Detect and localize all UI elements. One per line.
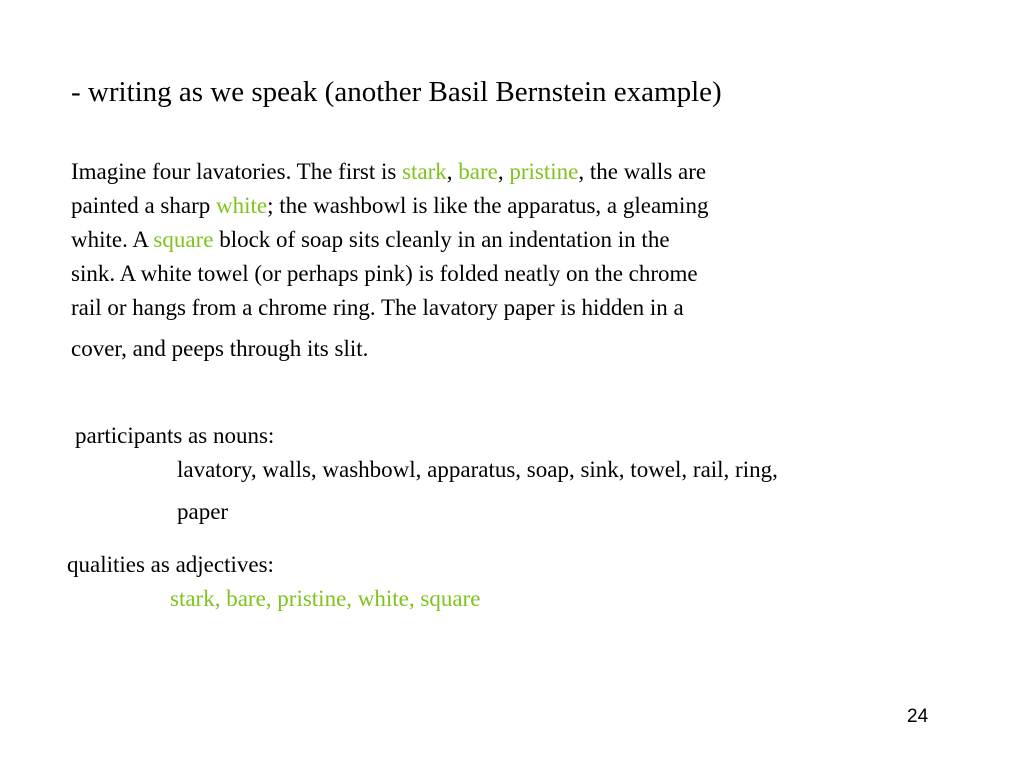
paragraph-text: ; the washbowl is like the apparatus, a gleaming	[267, 193, 709, 218]
highlight-word-square: square	[153, 227, 214, 252]
qualities-section	[67, 548, 480, 616]
highlight-word-pristine: pristine	[509, 159, 579, 184]
paragraph-text: Imagine four lavatories. The first is	[71, 159, 403, 184]
paragraph-line	[71, 223, 891, 257]
highlight-word-bare: bare	[458, 159, 498, 184]
paragraph-line: rail or hangs from a chrome ring. The lavatory paper is hidden in a	[71, 295, 684, 320]
paragraph-text: ,	[446, 159, 459, 184]
paragraph-line	[71, 189, 891, 223]
paragraph-line: cover, and peeps through its slit.	[71, 336, 369, 361]
paragraph-text: painted a sharp	[71, 193, 216, 218]
participants-list-continued: paper	[177, 499, 229, 524]
qualities-label: qualities as adjectives:	[67, 552, 274, 577]
slide-heading: - writing as we speak (another Basil Bernstein example)	[71, 76, 722, 108]
qualities-list: stark, bare, pristine, white, square	[170, 586, 481, 611]
highlight-word-white: white	[215, 193, 268, 218]
page-number: 24	[907, 706, 929, 727]
paragraph-line	[71, 155, 891, 189]
paragraph-text: white. A	[71, 227, 154, 252]
highlight-word-stark: stark	[402, 159, 447, 184]
paragraph-text: , the walls are	[578, 159, 707, 184]
paragraph-text: block of soap sits cleanly in an indentation in the	[213, 227, 670, 252]
paragraph-text: ,	[497, 159, 510, 184]
participants-list: lavatory, walls, washbowl, apparatus, soap, sink, towel, rail, ring,	[177, 457, 778, 482]
participants-section	[75, 419, 778, 529]
example-paragraph	[71, 155, 891, 366]
paragraph-line: sink. A white towel (or perhaps pink) is folded neatly on the chrome	[71, 261, 698, 286]
participants-label: participants as nouns:	[75, 423, 275, 448]
